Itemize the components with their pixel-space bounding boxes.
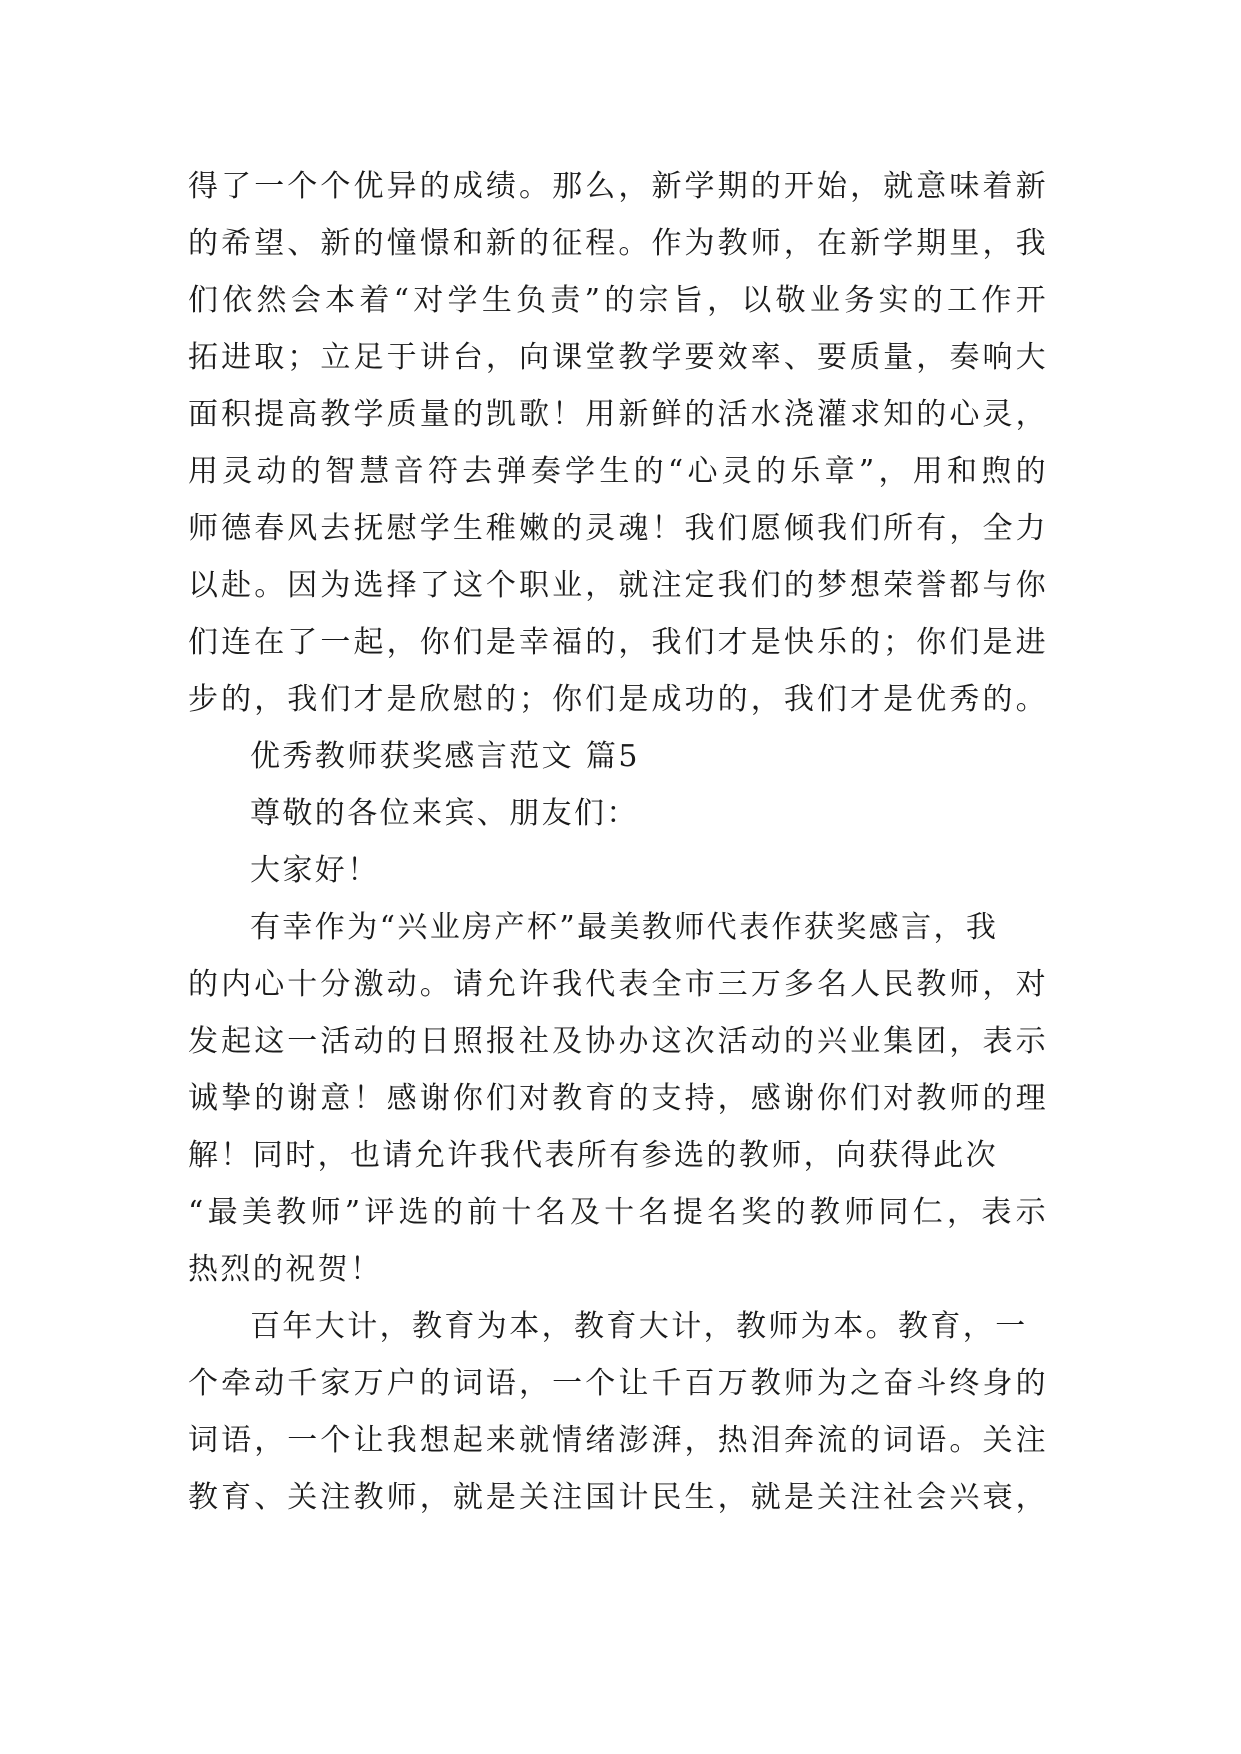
text-line: 步的，我们才是欣慰的；你们是成功的，我们才是优秀的。 bbox=[188, 682, 1048, 717]
text-line: 面积提高教学质量的凯歌！用新鲜的活水浇灌求知的心灵， bbox=[188, 397, 1048, 432]
salutation: 尊敬的各位来宾、朋友们： bbox=[250, 796, 639, 831]
text-line: 教育、关注教师，就是关注国计民生，就是关注社会兴衰， bbox=[188, 1480, 1048, 1515]
text-line: 个牵动千家万户的词语，一个让千百万教师为之奋斗终身的 bbox=[188, 1366, 1048, 1401]
text-line: 词语，一个让我想起来就情绪澎湃，热泪奔流的词语。关注 bbox=[188, 1423, 1048, 1458]
greeting: 大家好！ bbox=[250, 853, 380, 888]
text-line: 们依然会本着“对学生负责”的宗旨，以敬业务实的工作开 bbox=[188, 283, 1048, 318]
text-line: 拓进取；立足于讲台，向课堂教学要效率、要质量，奏响大 bbox=[188, 340, 1048, 375]
text-line: 用灵动的智慧音符去弹奏学生的“心灵的乐章”，用和煦的 bbox=[188, 454, 1048, 489]
text-line: 的希望、新的憧憬和新的征程。作为教师，在新学期里，我 bbox=[188, 226, 1048, 261]
text-line: 以赴。因为选择了这个职业，就注定我们的梦想荣誉都与你 bbox=[188, 568, 1048, 603]
text-line: 得了一个个优异的成绩。那么，新学期的开始，就意味着新 bbox=[188, 169, 1048, 204]
text-line: 们连在了一起，你们是幸福的，我们才是快乐的；你们是进 bbox=[188, 625, 1048, 660]
text-line: “最美教师”评选的前十名及十名提名奖的教师同仁，表示 bbox=[188, 1195, 1048, 1230]
document-body bbox=[188, 158, 1058, 1526]
text-line: 解！同时，也请允许我代表所有参选的教师，向获得此次 bbox=[188, 1138, 998, 1173]
section-heading: 优秀教师获奖感言范文 篇5 bbox=[250, 739, 640, 774]
text-line: 诚挚的谢意！感谢你们对教育的支持，感谢你们对教师的理 bbox=[188, 1081, 1048, 1116]
text-line: 师德春风去抚慰学生稚嫩的灵魂！我们愿倾我们所有，全力 bbox=[188, 511, 1048, 546]
text-line: 热烈的祝贺！ bbox=[188, 1252, 383, 1287]
text-line: 的内心十分激动。请允许我代表全市三万多名人民教师，对 bbox=[188, 967, 1048, 1002]
text-line: 百年大计，教育为本，教育大计，教师为本。教育，一 bbox=[250, 1309, 1028, 1344]
text-line: 发起这一活动的日照报社及协办这次活动的兴业集团，表示 bbox=[188, 1024, 1048, 1059]
text-line: 有幸作为“兴业房产杯”最美教师代表作获奖感言，我 bbox=[250, 910, 999, 945]
